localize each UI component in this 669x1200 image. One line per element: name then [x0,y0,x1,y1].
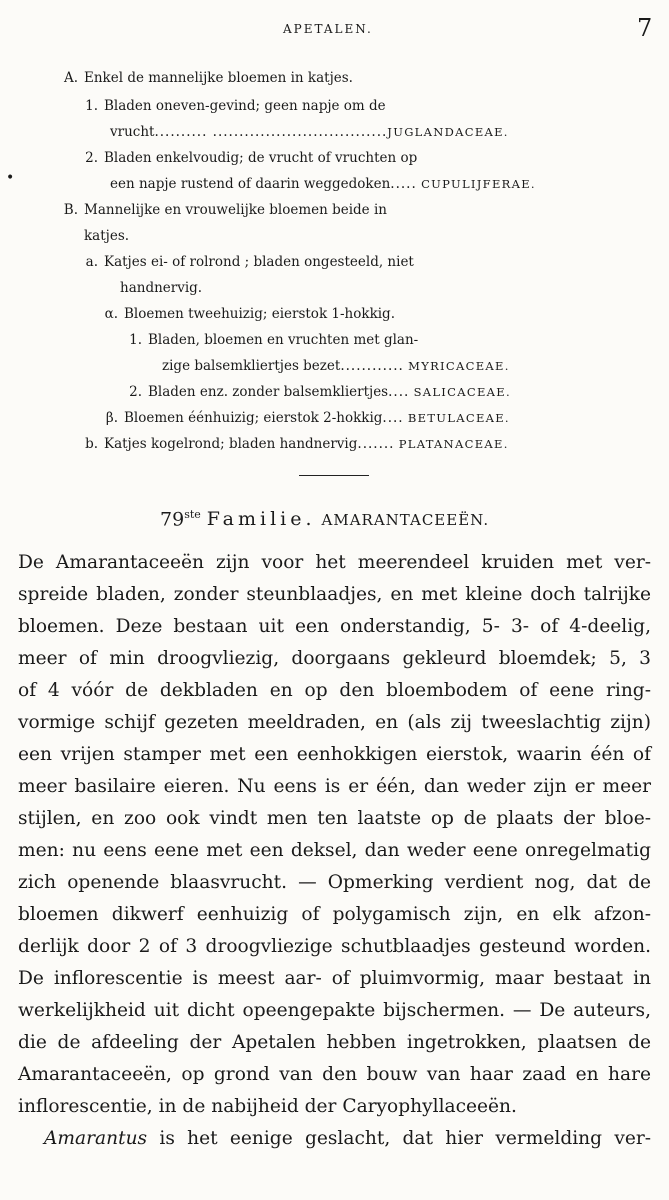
paragraph-line: derlijk door 2 of 3 droogvliezige schutblaadjes gesteund worden. [18,936,651,957]
paragraph-line: Amarantus is het eenige geslacht, dat hier vermelding ver- [44,1128,651,1149]
key-line: 2. Bladen enz. zonder balsemkliertjes.... SALICACEAE. [129,384,511,400]
paragraph-line: meer of min droogvliezig, doorgaans gekleurd bloemdek; 5, 3 [18,648,651,669]
family-name: BETULACEAE. [407,411,510,425]
family-name: CUPULIJFERAE. [421,177,536,191]
paragraph-line: vormige schijf gezeten meeldraden, en (als zij tweeslachtig zijn) [18,712,651,733]
family-heading: 79ste Familie. AMARANTACEEËN. [160,508,490,531]
paragraph-line: of 4 vóór de dekbladen en op den bloembodem of eene ring- [18,680,651,701]
running-title: APETALEN. [283,22,373,36]
paragraph-line: een vrijen stamper met een eenhokkigen eierstok, waarin één of [18,744,651,765]
paragraph-line: meer basilaire eieren. Nu eens is er één, dan weder zijn er meer [18,776,651,797]
key-line: B. Mannelijke en vrouwelijke bloemen beide in [63,202,387,218]
paragraph-line: werkelijkheid uit dicht opeengepakte bijschermen. — De auteurs, [18,1000,651,1021]
family-name: MYRICACEAE. [408,359,510,373]
paragraph-line: De Amarantaceeën zijn voor het meerendeel kruiden met ver- [18,552,651,573]
key-line: 1. Bladen, bloemen en vruchten met glan- [129,332,419,348]
key-line: vrucht.......... .................................JUGLANDACEAE. [110,124,509,140]
key-line: een napje rustend of daarin weggedoken..... CUPULIJFERAE. [110,176,536,192]
key-line: b. Katjes kogelrond; bladen handnervig....... PLATANACEAE. [85,436,509,452]
page-number: 7 [637,14,653,42]
key-line: α. Bloemen tweehuizig; eierstok 1-hokkig. [104,306,395,322]
paragraph-line: bloemen dikwerf eenhuizig of polygamisch zijn, en elk afzon- [18,904,651,925]
paragraph-line: stijlen, en zoo ook vindt men ten laatste op de plaats der bloe- [18,808,651,829]
paragraph-line: men: nu eens eene met een deksel, dan weder eene onregelmatig [18,840,651,861]
paragraph-line: zich openende blaasvrucht. — Opmerking verdient nog, dat de [18,872,651,893]
key-line: 2. Bladen enkelvoudig; de vrucht of vruchten op [85,150,418,166]
key-line: katjes. [84,228,130,244]
key-line: A. Enkel de mannelijke bloemen in katjes. [63,70,353,86]
margin-mark: • [6,170,15,186]
key-line: handnervig. [120,280,203,296]
paragraph-line: bloemen. Deze bestaan uit een onderstandig, 5- 3- of 4-deelig, [18,616,651,637]
genus-name: Amarantus [44,1128,148,1149]
key-line: a. Katjes ei- of rolrond ; bladen ongesteeld, niet [85,254,414,270]
family-name: PLATANACEAE. [398,437,509,451]
section-divider [299,475,369,476]
paragraph-line: die de afdeeling der Apetalen hebben ingetrokken, plaatsen de [18,1032,651,1053]
paragraph-line: spreide bladen, zonder steunblaadjes, en met kleine doch talrijke [18,584,651,605]
paragraph-line: Amarantaceeën, op grond van den bouw van haar zaad en hare [18,1064,651,1085]
key-line: zige balsemkliertjes bezet............ MYRICACEAE. [162,358,510,374]
paragraph-line: De inflorescentie is meest aar- of pluimvormig, maar bestaat in [18,968,651,989]
family-name: SALICACEAE. [413,385,511,399]
key-line: 1. Bladen oneven-gevind; geen napje om de [85,98,386,114]
key-line: β. Bloemen éénhuizig; eierstok 2-hokkig.... BETULACEAE. [105,410,510,426]
paragraph-line: inflorescentie, in de nabijheid der Caryophyllaceeën. [18,1096,517,1117]
family-name: JUGLANDACEAE. [387,125,509,139]
